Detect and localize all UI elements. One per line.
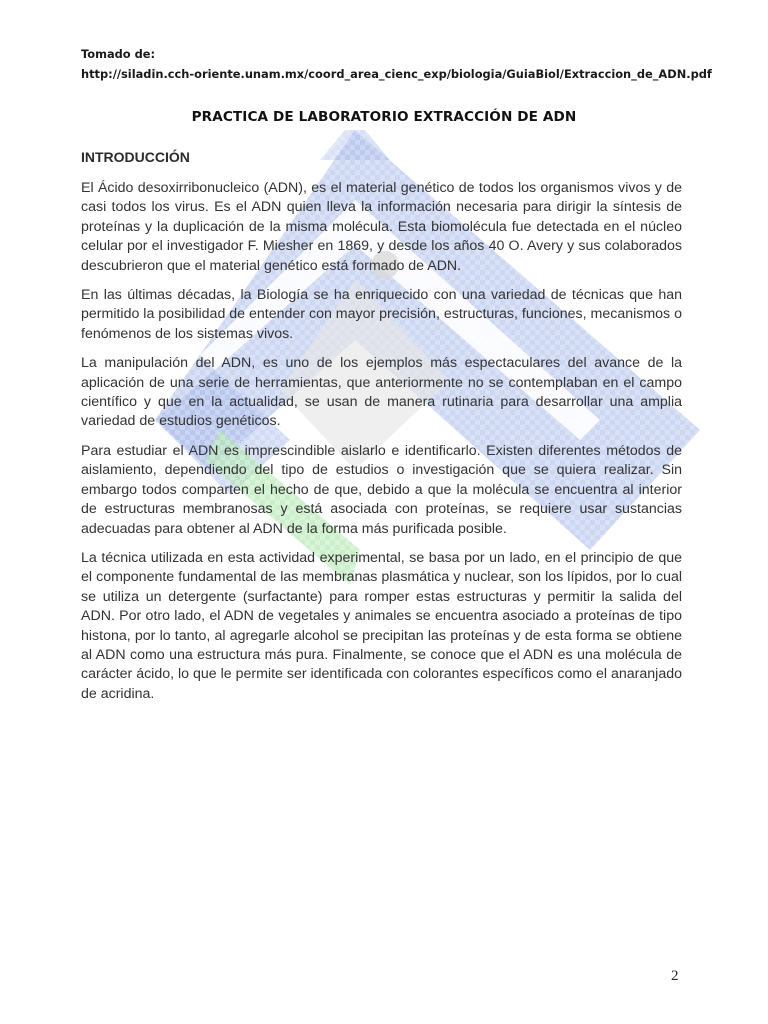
paragraph: Para estudiar el ADN es imprescindible aislarlo e identificarlo. Existen diferentes métodos de aislamiento, dependiendo del tipo de estudios o investigación que se quiera realizar. Sin embargo todos comparten el hecho de que, debido a que la molécula se encuentra al interior de estructuras membranosas y está asociada con proteínas, se requiere usar sustancias adecuadas para obtener al ADN de la forma más purificada posible. [81,442,682,537]
page-number: 2 [671,968,679,984]
source-url: http://siladin.cch-oriente.unam.mx/coord_area_cienc_exp/biologia/GuiaBiol/Extraccion_de_ADN.pdf [81,67,712,81]
paragraph: La manipulación del ADN, es uno de los ejemplos más espectaculares del avance de la aplicación de una serie de herramientas, que anteriormente no se contemplaban en el campo científico y que en la actualidad, se usan de manera rutinaria para desarrollar una amplia variedad de estudios genéticos. [81,355,682,430]
section-heading-introduccion: INTRODUCCIÓN [81,149,190,165]
document-body [81,179,682,714]
document-title: PRACTICA DE LABORATORIO EXTRACCIÓN DE ADN [191,109,577,125]
source-citation [81,44,721,84]
source-label: Tomado de: [81,47,156,61]
paragraph: El Ácido desoxirribonucleico (ADN), es el material genético de todos los organismos vivos y de casi todos los virus. Es el ADN quien lleva la información necesaria para dirigir la síntesis de proteínas y la duplicación de la misma molécula. Esta biomolécula fue detectada en el núcleo celular por el investigador F. Miesher en 1869, y desde los años 40 O. Avery y sus colaborados descubrieron que el material genético está formado de ADN. [81,180,682,274]
paragraph: La técnica utilizada en esta actividad experimental, se basa por un lado, en el principio de que el componente fundamental de las membranas plasmática y nuclear, son los lípidos, por lo cual se utiliza un detergente (surfactante) para romper estas estructuras y permitir la salida del ADN. Por otro lado, el ADN de vegetales y animales se encuentra asociado a proteínas de tipo histona, por lo tanto, al agregarle alcohol se precipitan las proteínas y de esta forma se obtiene al ADN como una estructura más pura. Finalmente, se conoce que el ADN es una molécula de carácter ácido, lo que le permite ser identificada con colorantes específicos como el anaranjado de acridina. [81,549,682,702]
paragraph: En las últimas décadas, la Biología se ha enriquecido con una variedad de técnicas que han permitido la posibilidad de entender con mayor precisión, estructuras, funciones, mecanismos o fenómenos de los sistemas vivos. [81,287,682,342]
watermark-top-tip [320,130,390,160]
